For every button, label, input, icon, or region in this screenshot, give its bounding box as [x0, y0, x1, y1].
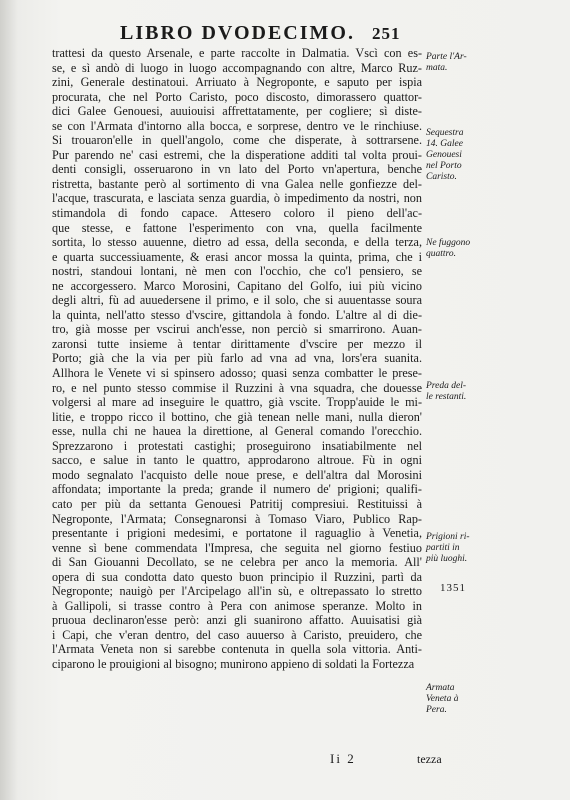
page-number: 251 [372, 24, 401, 43]
margin-year: 1351 [440, 582, 466, 594]
margin-note: Preda del- le restanti. [426, 381, 467, 402]
signature-mark: Ii 2 [330, 751, 356, 766]
text-line: e quarta successiuamente, & erasi ancor mossa la quinta, prima, che i [52, 249, 422, 264]
text-line: ro, e nel punto stesso commise il Ruzzini à vna squadra, che douesse [52, 380, 422, 395]
text-line: Sprezzarono i protestati castighi; proseguirono insatiabilmente nel [52, 438, 422, 453]
text-line: stimandola di fondo capace. Attesero coloro il pieno dell'ac- [52, 206, 422, 221]
text-line: zaronsi tutte insieme à tentar dirittamente d'vscire per mezzo il [52, 336, 422, 351]
text-line: ciparono le prouigioni al bisogno; munirono appieno di soldati la Fortezza [52, 656, 415, 671]
text-line: trattesi da questo Arsenale, e parte raccolte in Dalmatia. Vscì con es- [52, 46, 422, 60]
text-line: Porto; già che la via per più farlo ad vna ad vna, lors'era suanita. [52, 351, 422, 366]
text-line: denti consigli, osseruarono in vn lato del Porto vn'apertura, benche [52, 162, 422, 177]
text-line: Allhora le Venete vi si spinsero adosso; quasi senza combatter le prese- [52, 366, 422, 381]
text-line: Negroponte, l'Armata; Consegnaronsi à Tomaso Viaro, Publico Rap- [52, 511, 422, 526]
text-line: dici Galee Genouesi, auuiouisi affrettatamente, per cogliere; sì diste- [52, 104, 422, 119]
text-line: presentante i prigioni medesimi, e portatone il raguaglio à Venetia, [52, 526, 422, 541]
text-line: l'Armata Veneta non si sarebbe contenuta in quella sola vittoria. Anti- [52, 642, 422, 657]
text-line: sortita, lo stesso auuenne, dietro ad essa, della seconda, e della terza, [52, 235, 422, 250]
text-line: zini, Generale destinatoui. Arriuato à Negroponte, e saputo per ispia [52, 75, 422, 90]
text-line: se con l'Armata d'intorno alla bocca, e sorprese, dentro ve le rinchiuse. [52, 118, 422, 133]
text-line: la quinta, nell'atto stesso d'vscire, gittandola à fondo. L'altre al di die- [52, 307, 422, 322]
margin-note: Parte l'Ar- mata. [426, 52, 467, 73]
text-line: di San Giouanni Decollato, se ne celebra per anco la memoria. All' [52, 555, 422, 570]
text-line: Pur parendo ne' casi estremi, che la disperatione additi tal volta proui- [52, 147, 422, 162]
text-line: pruoua declinaron'esse però: anzi gli suanirono affatto. Auuisatisi già [52, 613, 422, 628]
text-line: ristretta, bastante però al sortimento di vna Galea nelle gonfiezze del- [52, 176, 422, 191]
text-line: litie, e troppo ricco il bottino, che già tenean nelle mani, nulla dieron' [52, 409, 422, 424]
running-title: LIBRO DVODECIMO. [120, 22, 355, 44]
text-line: l'acque, trascurata, e lasciata senza guardia, ò impedimento da nostri, non [52, 191, 422, 206]
text-line: tro, già mosse per vscirui anch'esse, non perciò si smarrirono. Auan- [52, 322, 422, 337]
margin-note: Ne fuggono quattro. [426, 238, 471, 259]
text-line: procurata, che nel Porto Caristo, poco discosto, dimorassero quattor- [52, 89, 422, 104]
margin-note: Armata Veneta à Pera. [426, 683, 459, 715]
text-line: cato per più da settanta Genouesi Patritij compresiui. Restituissi à [52, 496, 422, 511]
text-line: sacco, e salue in tanto le quattro, approdarono altroue. Fù in ogni [52, 453, 422, 468]
margin-note: Prigioni ri- partiti in più luoghi. [426, 532, 470, 564]
text-line: esse, nulla chi ne hauea la direttione, al General comando l'orecchio. [52, 424, 422, 439]
text-line: volgersi al mare ad inseguire le quattro, già vscite. Tropp'auide le mi- [52, 395, 422, 410]
catchword: tezza [417, 752, 442, 766]
text-line: opera di sua condotta dato questo buon principio il Ruzzini, partì da [52, 569, 422, 584]
text-line: ne accorgessero. Marco Morosini, Capitano del Golfo, iui più vicino [52, 278, 422, 293]
text-line: à Gallipoli, si trasse contro à Pera con animose speranze. Molto in [52, 598, 422, 613]
text-line: se, e sì andò di luogo in luogo accompagnando con altre, Marco Ruz- [52, 60, 422, 75]
text-line: affondata; importante la preda; grande il numero de' prigioni; qualifi- [52, 482, 422, 497]
text-line: venne sì bene commendata l'Impresa, che seguita nel giorno festiuo [52, 540, 422, 555]
text-line: que stesse, e fattone l'esperimento con vna, quella facilmente [52, 220, 422, 235]
text-line: nostri, standoui lontani, nè men con l'occhio, che co'l pensiero, se [52, 264, 422, 279]
text-line: i Capi, che v'eran dentro, del caso auuerso à Caristo, preuidero, che [52, 627, 422, 642]
text-line: modo segnalato l'acquisto delle noue prese, e dell'altra dal Morosini [52, 467, 422, 482]
text-line: Negroponte; nauigò per l'Arcipelago all'in sù, e oltrepassato lo stretto [52, 584, 422, 599]
text-line: Si trouaron'elle in quell'angolo, come che disperate, à sottrarsene. [52, 133, 422, 148]
text-line: degli altri, fù ad auuedersene il primo, e il solo, che si auuentasse soura [52, 293, 422, 308]
margin-note: Sequestra 14. Galee Genouesi nel Porto Caristo. [426, 128, 464, 182]
